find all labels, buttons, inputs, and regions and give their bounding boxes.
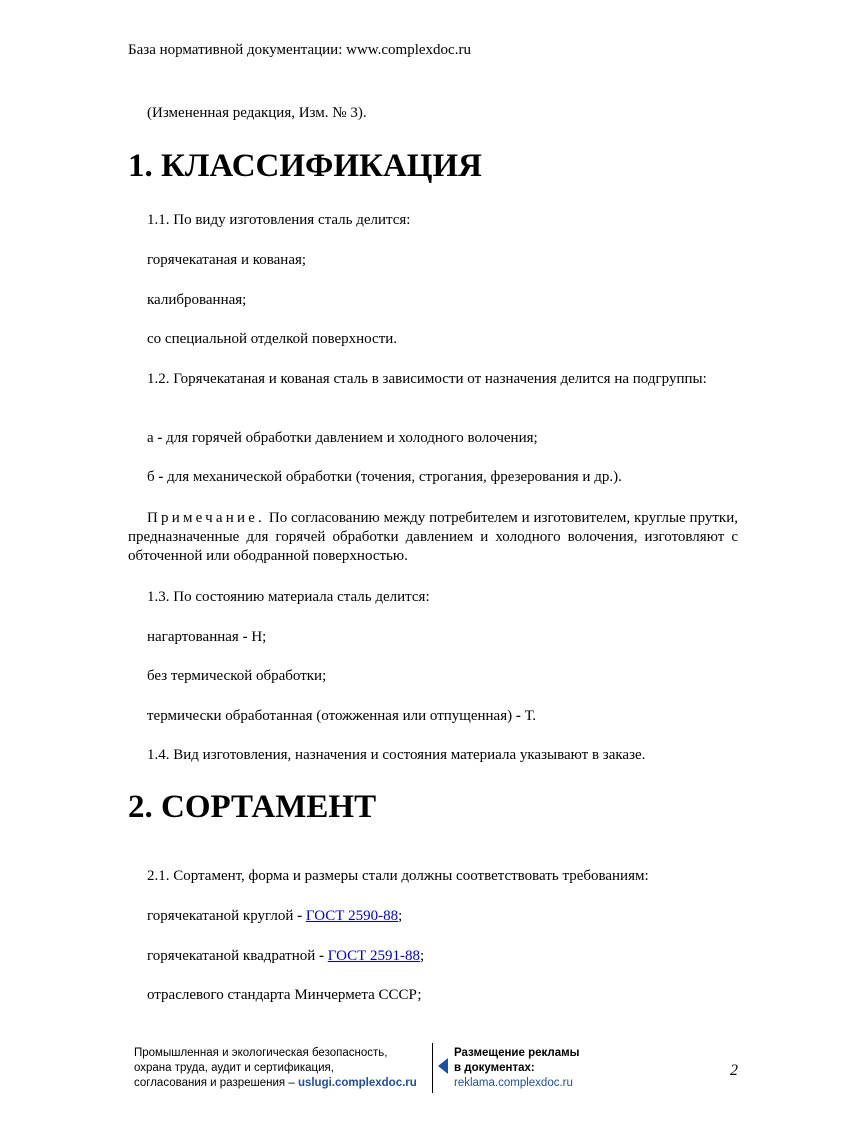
list-item (147, 628, 266, 647)
footer-line: охрана труда, аудит и сертификация, (134, 1062, 334, 1074)
list-item (147, 429, 538, 448)
footer-divider (432, 1043, 433, 1093)
item-text: термически обработанная (отожженная или отпущенная) (147, 708, 513, 724)
uslugi-link[interactable]: uslugi.complexdoc.ru (297, 1077, 417, 1089)
note-label: Примечание. (147, 510, 266, 526)
page-header: База нормативной документации: www.complexdoc.ru (128, 42, 471, 58)
footer-line: в документах: (454, 1062, 535, 1074)
list-item: горячекатаная и кованая; (147, 252, 307, 268)
dash: - (242, 629, 248, 645)
paragraph-2-1: 2.1. Сортамент, форма и размеры стали должны соответствовать требованиям: (147, 868, 649, 884)
footer-line: Размещение рекламы (454, 1047, 580, 1059)
semicolon: ; (420, 948, 425, 964)
list-item (147, 947, 424, 966)
paragraph-1-1: 1.1. По виду изготовления сталь делится: (147, 212, 411, 228)
section-2-title: 2. СОРТАМЕНТ (128, 789, 377, 825)
list-item (147, 907, 402, 926)
item-text: горячекатаной квадратной (147, 948, 316, 964)
semicolon: ; (398, 908, 403, 924)
page-number: 2 (730, 1062, 738, 1079)
list-item (147, 468, 622, 487)
reklama-link[interactable]: reklama.complexdoc.ru (454, 1077, 573, 1089)
list-item (147, 707, 536, 726)
paragraph-1-2: 1.2. Горячекатаная и кованая сталь в зависимости от назначения делится на подгруппы: (147, 371, 707, 387)
item-text: горячекатаной круглой (147, 908, 294, 924)
footer-services (134, 1046, 417, 1091)
item-prefix: б (147, 469, 155, 485)
item-text: нагартованная (147, 629, 239, 645)
dash: - (297, 908, 303, 924)
note-text: По согласованию между потребителем и изготовителем, круглые прутки, предназначенные для горячей обработки давлением и холодного волочения, изготовляют с обточенной или ободранной поверхностью. (128, 510, 738, 564)
gost-2591-link[interactable]: ГОСТ 2591-88 (327, 948, 420, 964)
item-text: для горячей обработки давлением и холодного волочения; (166, 430, 538, 446)
gost-2590-link[interactable]: ГОСТ 2590-88 (305, 908, 399, 924)
footer-ads (454, 1046, 579, 1091)
paragraph-1-3: 1.3. По состоянию материала сталь делится: (147, 589, 430, 605)
item-text: для механической обработки (точения, строгания, фрезерования и др.). (167, 469, 622, 485)
list-item: калиброванная; (147, 292, 247, 308)
paragraph-1-4: 1.4. Вид изготовления, назначения и состояния материала указывают в заказе. (147, 747, 646, 763)
list-item: со специальной отделкой поверхности. (147, 331, 398, 347)
item-code: Н; (251, 629, 267, 645)
dash: - (158, 469, 164, 485)
item-code: Т. (524, 708, 537, 724)
dash: - (515, 708, 521, 724)
edit-note: (Измененная редакция, Изм. № 3). (147, 105, 367, 121)
footer-line: Промышленная и экологическая безопасность, (134, 1047, 388, 1059)
list-item: отраслевого стандарта Минчермета СССР; (147, 987, 422, 1003)
arrow-left-icon (438, 1058, 448, 1074)
item-prefix: а (147, 430, 154, 446)
footer-line (134, 1076, 417, 1091)
dash: - (319, 948, 325, 964)
section-1-title: 1. КЛАССИФИКАЦИЯ (128, 148, 482, 184)
note-paragraph (128, 509, 738, 566)
list-item: без термической обработки; (147, 668, 327, 684)
dash: - (157, 430, 163, 446)
footer-text: согласования и разрешения – (134, 1077, 295, 1089)
